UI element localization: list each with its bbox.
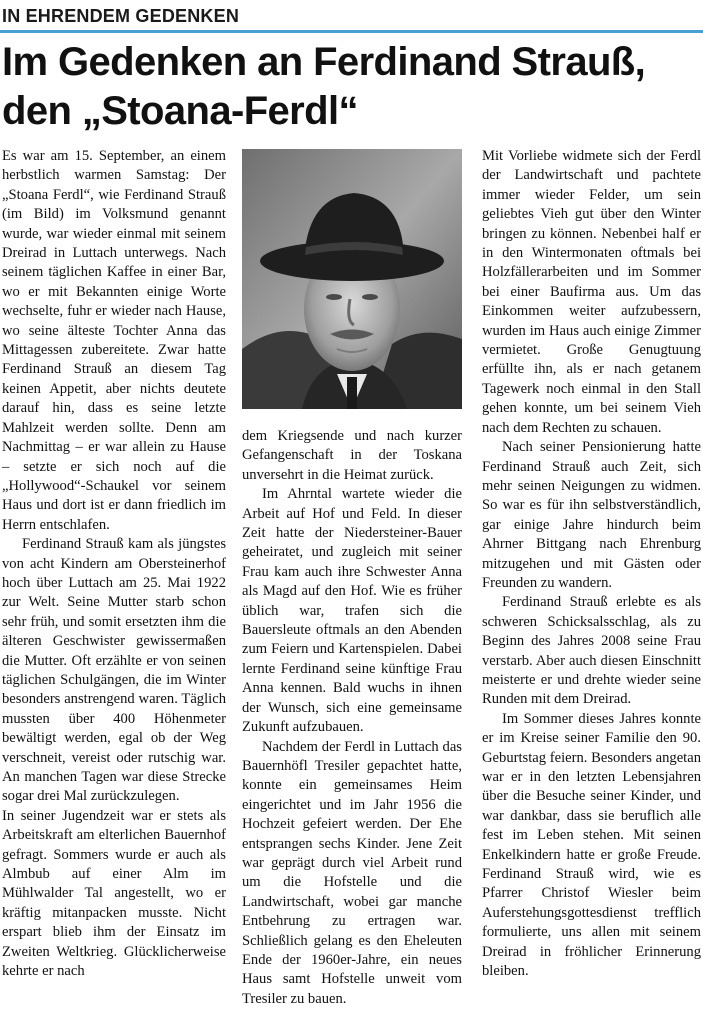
paragraph: dem Kriegsende und nach kurzer Gefangenschaft in der Toskana unversehrt in die Heimat zurück. — [242, 427, 462, 485]
paragraph: Ferdinand Strauß kam als jüngstes von acht Kindern am Obersteinerhof hoch über Luttach am 25. Mai 1922 zur Welt. Seine Mutter starb schon sehr früh, und somit ersetzten ihm die älteren Geschwister gewissermaßen die Mutter. Oft erzählte er von seinen täglichen Schulgängen, die im Winter besonders anstrengend waren. Täglich mussten über 400 Höhenmeter bewältigt werden, egal ob der Weg verschneit, vereist oder rutschig war. An manchen Tagen war diese Strecke sogar drei Mal zurückzulegen. — [2, 535, 226, 807]
article-column-2 — [242, 427, 462, 1009]
kicker-divider — [0, 30, 703, 33]
paragraph: Im Ahrntal wartete wieder die Arbeit auf Hof und Feld. In dieser Zeit hatte der Niedersteiner-Bauer geheiratet, und zugleich mit seiner Frau kam auch ihre Schwester Anna als Magd auf den Hof. Wie es früher üblich war, trafen sich die Bauersleute oftmals an den Abenden zum Feiern und Kartenspielen. Dabei lernte Ferdinand seine künftige Frau Anna kennen. Bald wuchs in ihnen der Wunsch, sich eine gemeinsame Zukunft aufzubauen. — [242, 485, 462, 737]
headline-line-1: Im Gedenken an Ferdinand Strauß, — [2, 38, 702, 87]
article-headline — [2, 38, 702, 136]
article-column-1 — [2, 147, 226, 981]
portrait-photo-icon — [242, 149, 462, 409]
paragraph: Es war am 15. September, an einem herbstlich warmen Samstag: Der „Stoana Ferdl“, wie Ferdinand Strauß (im Bild) im Volksmund genannt wurde, war wieder einmal mit seinem Dreirad in Luttach unterwegs. Nach seinem täglichen Kaffee in einer Bar, wo er mit Bekannten einige Worte wechselte, fuhr er wieder nach Hause, wo seine älteste Tochter Anna das Mittagessen zubereitete. Zwar hatte Ferdinand Strauß an diesem Tag keinen Appetit, aber nichts deutete darauf hin, dass es seine letzte Mahlzeit werden sollte. Denn am Nachmittag – er war allein zu Hause – setzte er sich noch auf die „Hollywood“-Schaukel vor seinem Haus und dort ist er dann friedlich im Herrn entschlafen. — [2, 147, 226, 535]
section-kicker: IN EHRENDEM GEDENKEN — [2, 4, 701, 31]
paragraph: In seiner Jugendzeit war er stets als Arbeitskraft am elterlichen Bauernhof gefragt. Sommers wurde er auch als Almbub auf einer Alm im Mühlwalder Tal angestellt, wo er kräftig mitanpacken musste. Nicht erspart blieb ihm der Einsatz im Zweiten Weltkrieg. Glücklicherweise kehrte er nach — [2, 807, 226, 982]
paragraph: Nachdem der Ferdl in Luttach das Bauernhöfl Tresiler gepachtet hatte, konnte ein gemeinsames Heim eingerichtet und im Jahr 1956 die Hochzeit gefeiert werden. Der Ehe entsprangen sechs Kinder. Jene Zeit war geprägt durch viel Arbeit rund um die Hofstelle und die Landwirtschaft, wobei gar manche Entbehrung zu ertragen war. Schließlich gelang es den Eheleuten Ende der 1960er-Jahre, ein neues Haus samt Hofstelle unweit vom Tresiler zu bauen. — [242, 738, 462, 1009]
headline-line-2: den „Stoana-Ferdl“ — [2, 87, 702, 136]
paragraph: Im Sommer dieses Jahres konnte er im Kreise seiner Familie den 90. Geburtstag feiern. Besonders angetan war er in den letzten Lebensjahren über die Besuche seiner Kinder, und war dankbar, dass sie beruflich alle fest im Leben stehen. Mit seinen Enkelkindern hatte er große Freude. Ferdinand Strauß wird, wie es Pfarrer Christof Wiesler beim Auferstehungsgottesdienst trefflich formulierte, uns allen mit seinem Dreirad in fröhlicher Erinnerung bleiben. — [482, 710, 701, 982]
article-column-3 — [482, 147, 701, 981]
paragraph: Mit Vorliebe widmete sich der Ferdl der Landwirtschaft und pachtete immer wieder Felder, um sein geliebtes Vieh gut über den Winter bringen zu können. Nebenbei half er in den Wintermonaten oftmals bei Holzfällerarbeiten und im Sommer bei einer Baufirma aus. Um das Einkommen weiter aufzubessern, wurden im Haus auch einige Zimmer vermietet. Große Genugtuung erfüllte ihn, als er nach getanem Tagewerk noch einmal in den Stall gehen konnte, um bei seinem Vieh nach dem Rechten zu schauen. — [482, 147, 701, 438]
paragraph: Ferdinand Strauß erlebte es als schweren Schicksalsschlag, als zu Beginn des Jahres 2008 seine Frau verstarb. Aber auch diesen Einschnitt meisterte er und drehte wieder seine Runden mit dem Dreirad. — [482, 593, 701, 709]
portrait-photo — [242, 149, 462, 409]
paragraph: Nach seiner Pensionierung hatte Ferdinand Strauß auch Zeit, sich mehr seinen Neigungen zu widmen. So war es für ihn selbstverständlich, gar einige Jahre hindurch beim Ahrner Bittgang nach Ehrenburg mitzugehen und mit Gästen oder Freunden zu wandern. — [482, 438, 701, 593]
